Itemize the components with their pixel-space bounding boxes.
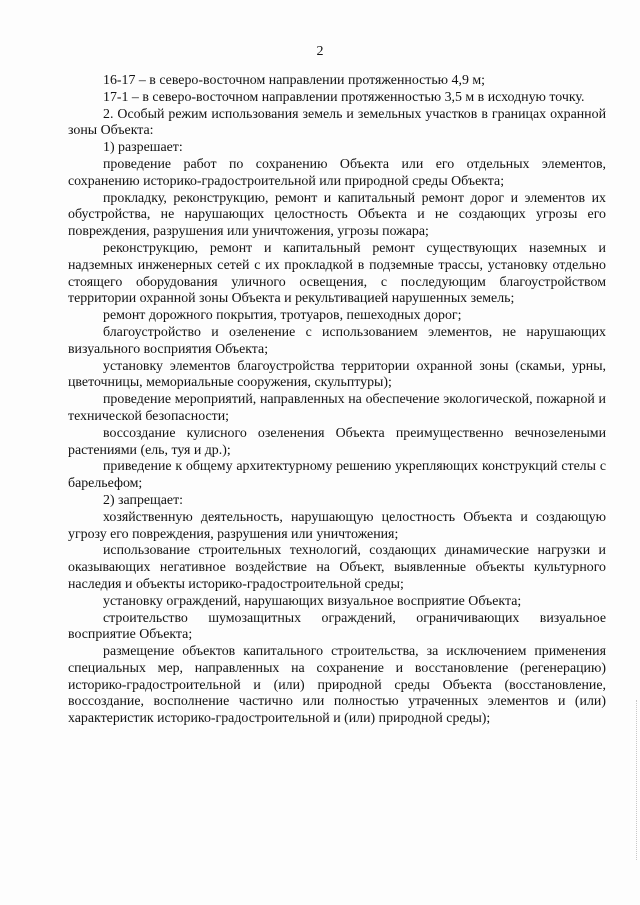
paragraph-permit-stele-structures: приведение к общему архитектурному решению укрепляющих конструкций стелы с барельефом;	[68, 459, 606, 492]
scan-edge-mark	[635, 700, 637, 860]
document-body	[68, 73, 606, 728]
paragraph-special-regime-heading: 2. Особый режим использования земель и земельных участков в границах охранной зоны Объекта:	[68, 106, 606, 139]
paragraph-permit-greenery-restoration: воссоздание кулисного озеленения Объекта преимущественно вечнозелеными растениями (ель, туя и др.);	[68, 425, 606, 458]
paragraph-prohibit-dynamic-loads: использование строительных технологий, создающих динамические нагрузки и оказывающих негативное воздействие на Объект, выявленные объекты культурного наследия и объекты историко-градостроительной среды;	[68, 543, 606, 592]
page-number: 2	[316, 44, 324, 59]
paragraph-permit-landscaping: благоустройство и озеленение с использованием элементов, не нарушающих визуального восприятия Объекта;	[68, 324, 606, 357]
paragraph-boundary-16-17: 16-17 – в северо-восточном направлении протяженностью 4,9 м;	[103, 73, 486, 88]
paragraph-permit-road-works: прокладку, реконструкцию, ремонт и капитальный ремонт дорог и элементов их обустройства, не нарушающих целостность Объекта и не создающих угрозы его повреждения, разрушения или уничтожения, угрозы пожара;	[68, 190, 606, 240]
paragraph-permit-pavement-repair: ремонт дорожного покрытия, тротуаров, пешеходных дорог;	[103, 308, 462, 324]
paragraph-prohibit-harmful-activity: хозяйственную деятельность, нарушающую целостность Объекта и создающую угрозу его повреждения, разрушения или уничтожения;	[68, 509, 606, 542]
paragraph-prohibit-fences: установку ограждений, нарушающих визуальное восприятие Объекта;	[103, 593, 522, 609]
paragraph-prohibits-heading: 2) запрещает:	[103, 492, 184, 508]
paragraph-permit-preservation-works: проведение работ по сохранению Объекта или его отдельных элементов, сохранению историко-градостроительной или природной среды Объекта;	[68, 156, 606, 189]
paragraph-permit-utility-networks: реконструкцию, ремонт и капитальный ремонт существующих наземных и надземных инженерных сетей с их прокладкой в подземные трассы, установку отдельно стоящего оборудования уличного освещения, с последующим благоустройством территории охранной зоны Объекта и рекультивацией нарушенных земель;	[68, 240, 606, 307]
paragraph-boundary-17-1: 17-1 – в северо-восточном направлении протяженностью 3,5 м в исходную точку.	[103, 89, 585, 105]
paragraph-prohibit-noise-barriers: строительство шумозащитных ограждений, ограничивающих визуальное восприятие Объекта;	[68, 610, 606, 643]
paragraph-permits-heading: 1) разрешает:	[103, 140, 183, 156]
paragraph-prohibit-capital-construction: размещение объектов капитального строительства, за исключением применения специальных мер, направленных на сохранение и восстановление (регенерацию) историко-градостроительной и (или) природной среды Объекта (восстановление, воссоздание, восполнение частично или полностью утраченных элементов и (или) характеристик историко-градостроительной и (или) природной среды);	[68, 644, 606, 727]
paragraph-permit-safety-measures: проведение мероприятий, направленных на обеспечение экологической, пожарной и технической безопасности;	[68, 392, 606, 424]
paragraph-permit-street-furniture: установку элементов благоустройства территории охранной зоны (скамьи, урны, цветочницы, мемориальные сооружения, скульптуры);	[68, 358, 606, 391]
